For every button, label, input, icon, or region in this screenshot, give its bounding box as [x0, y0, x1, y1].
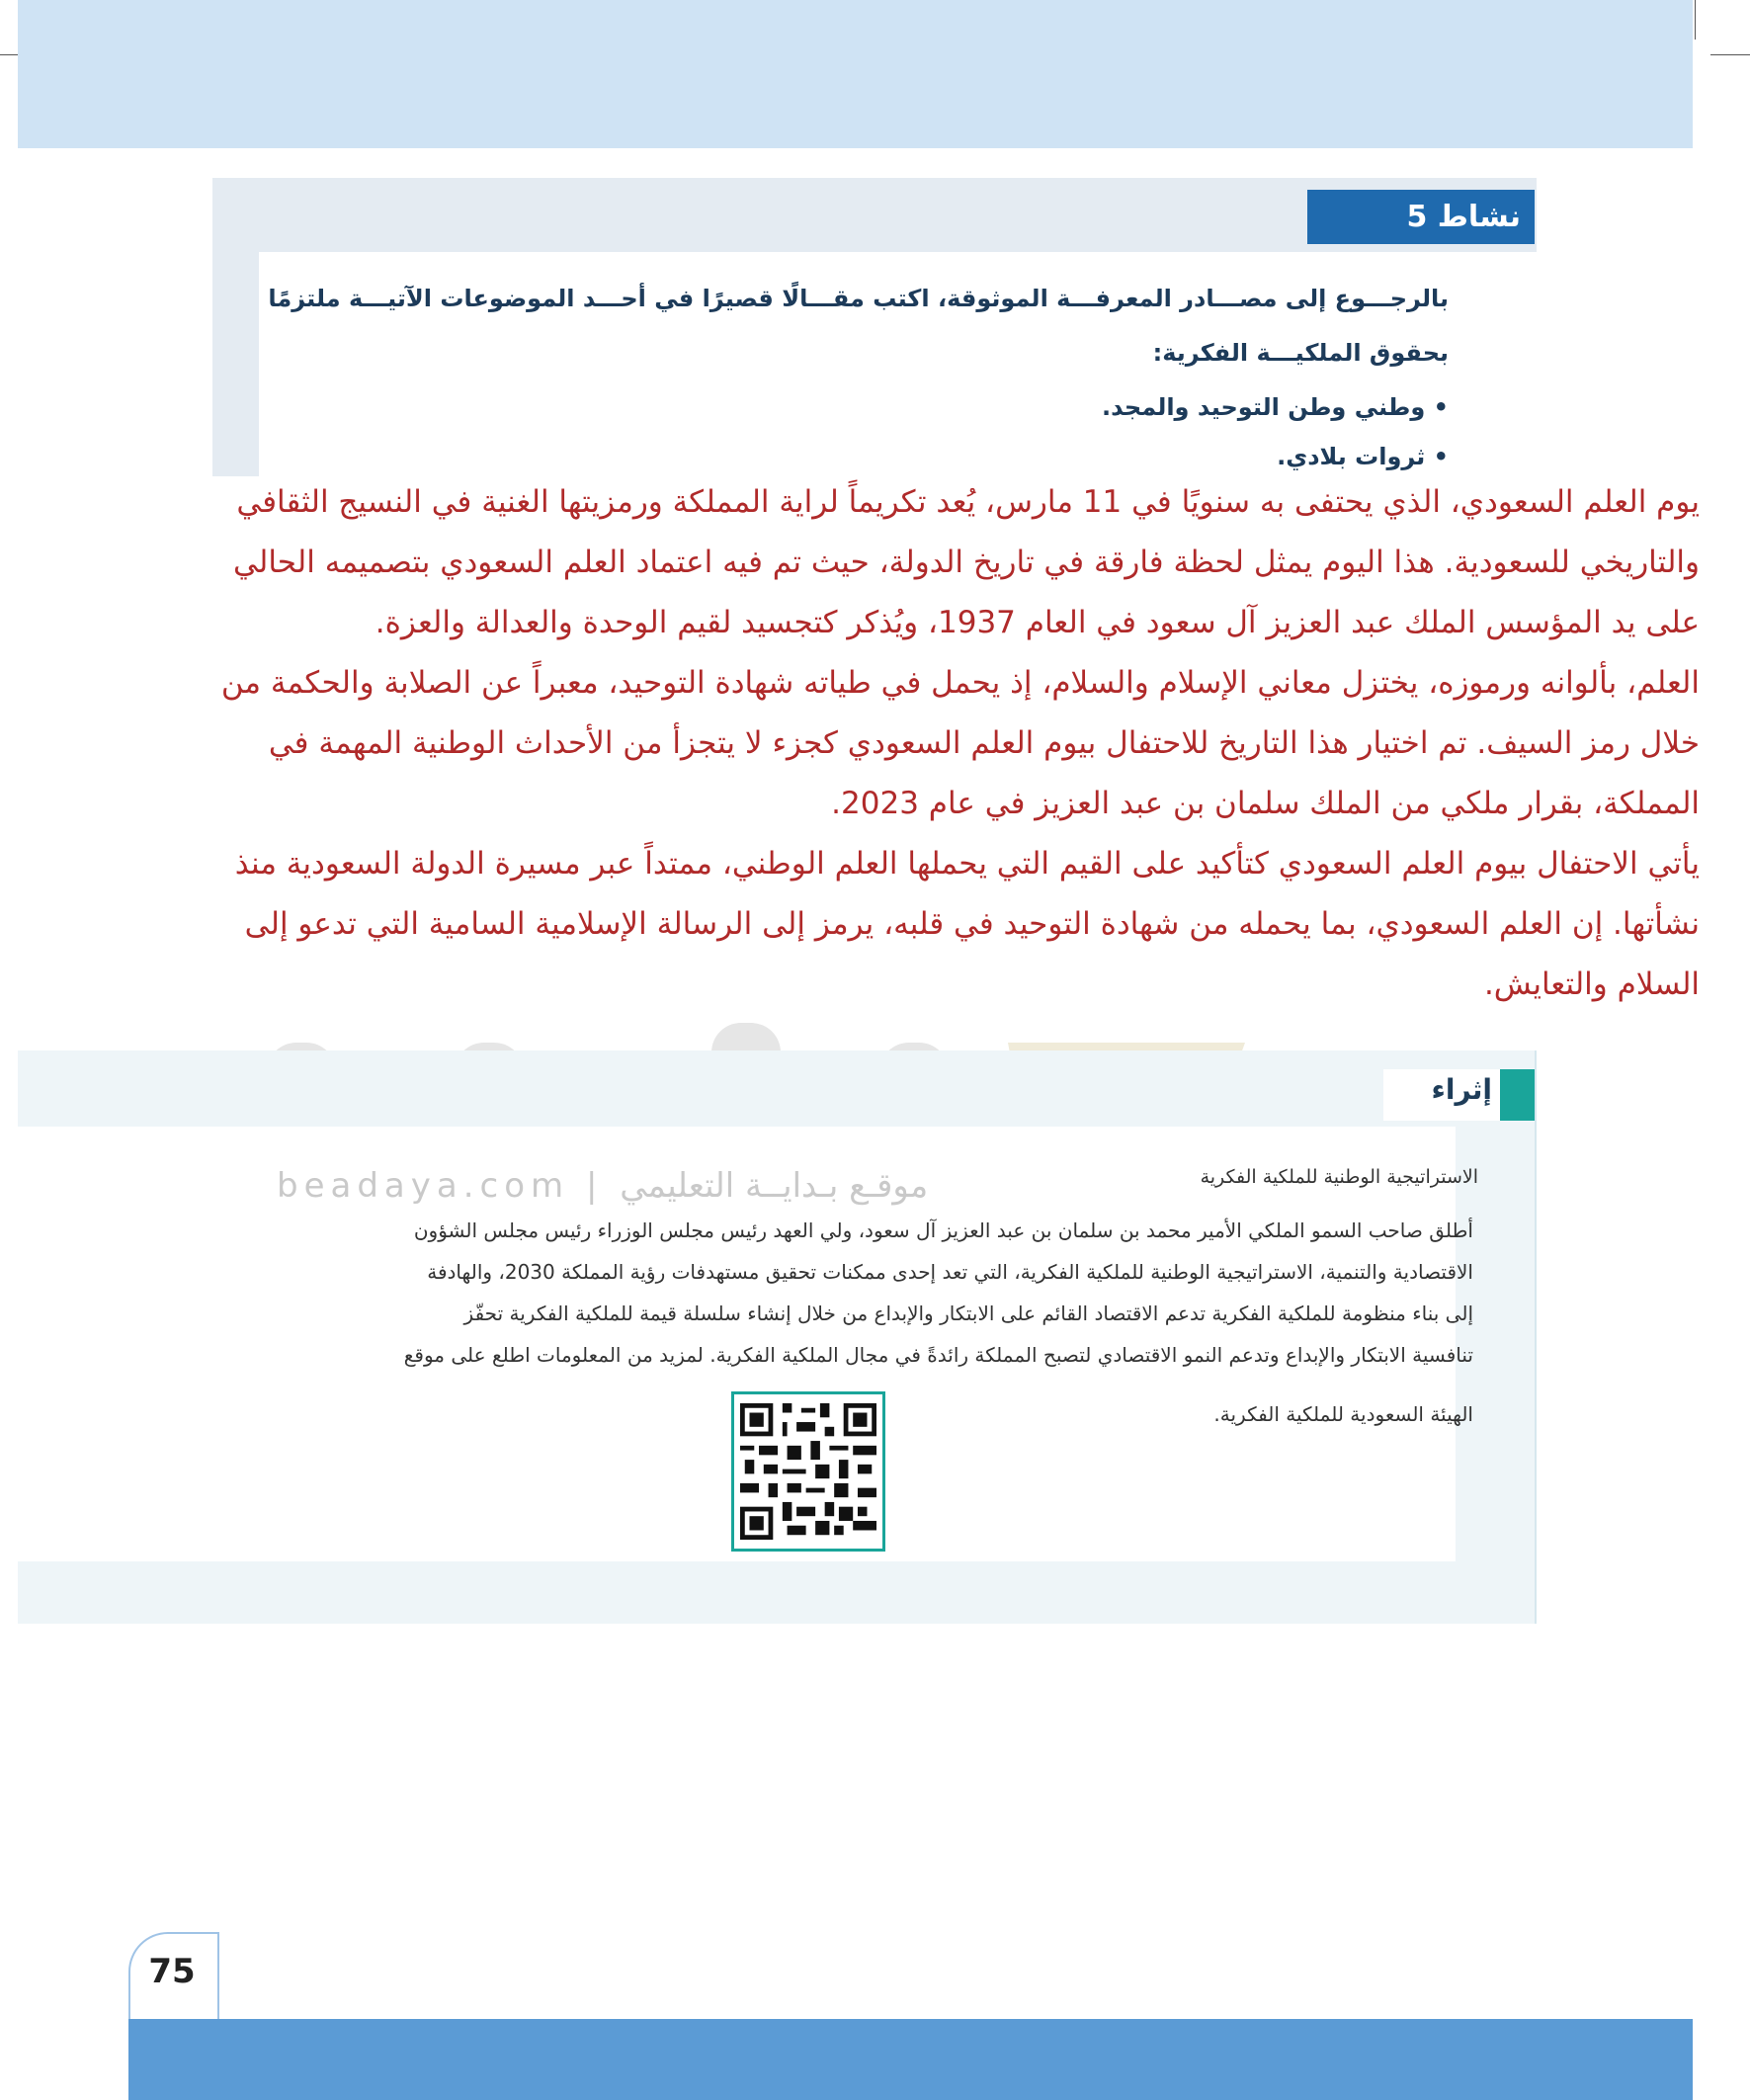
footer-band [128, 2019, 1693, 2100]
enrichment-line: تنافسية الابتكار والإبداع وتدعم النمو الاقتصادي لتصبح المملكة رائدةً في مجال الملكية الفكرية. لمزيد من المعلومات اطلع على موقع [403, 1343, 1473, 1367]
activity-bullet: • ثروات بلادي. [1277, 443, 1449, 470]
activity-prompt-line: بالرجـــوع إلى مصـــادر المعرفـــة الموثوقة، اكتب مقـــالًا قصيرًا في أحـــد الموضوعات الآتيـــة ملتزمًا [268, 285, 1449, 312]
essay-line: العلم، بألوانه ورموزه، يختزل معاني الإسلام والسلام، إذ يحمل في طياته شهادة التوحيد، معبراً عن الصلابة والحكمة من [220, 665, 1700, 701]
watermark-text: beadaya.com | موقـع بـدايــة التعليمي [277, 1166, 929, 1206]
enrichment-title: إثراء [1431, 1073, 1492, 1106]
activity-title: نشاط 5 [1307, 190, 1535, 244]
crop-mark [1710, 54, 1750, 55]
essay-line: يأتي الاحتفال بيوم العلم السعودي كتأكيد على القيم التي يحملها العلم الوطني، ممتداً عبر مسيرة الدولة السعودية منذ [234, 846, 1700, 882]
essay-line: المملكة، بقرار ملكي من الملك سلمان بن عبد العزيز في عام 2023. [831, 786, 1700, 821]
enrichment-accent-bar [1500, 1069, 1535, 1121]
enrichment-subtitle: الاستراتيجية الوطنية للملكية الفكرية [1200, 1166, 1478, 1188]
crop-mark [1695, 0, 1696, 40]
enrichment-line: الهيئة السعودية للملكية الفكرية. [1213, 1402, 1473, 1426]
enrichment-line: إلى بناء منظومة للملكية الفكرية تدعم الاقتصاد القائم على الابتكار والإبداع من خلال إنشاء سلسلة قيمة للملكية الفكرية تحفّز [463, 1302, 1473, 1325]
header-band [18, 0, 1693, 148]
essay-line: خلال رمز السيف. تم اختيار هذا التاريخ للاحتفال بيوم العلم السعودي كجزء لا يتجزأ من الأحداث الوطنية المهمة في [268, 725, 1700, 761]
essay-line: والتاريخي للسعودية. هذا اليوم يمثل لحظة فارقة في تاريخ الدولة، حيث تم فيه اعتماد العلم السعودي بتصميمه الحالي [233, 545, 1700, 580]
page-number: 75 [148, 1952, 196, 1991]
enrichment-line: أطلق صاحب السمو الملكي الأمير محمد بن سلمان بن عبد العزيز آل سعود، ولي العهد رئيس مجلس الوزراء رئيس مجلس الشؤون [413, 1218, 1473, 1242]
essay-line: نشأتها. إن العلم السعودي، بما يحمله من شهادة التوحيد في قلبه، يرمز إلى الرسالة الإسلامية السامية التي تدعو إلى [244, 906, 1700, 942]
qr-code-icon [740, 1400, 876, 1543]
essay-line: يوم العلم السعودي، الذي يحتفى به سنويًا في 11 مارس، يُعد تكريماً لراية المملكة ورمزيتها الغنية في النسيج الثقافي [236, 484, 1700, 520]
activity-bullet: • وطني وطن التوحيد والمجد. [1101, 393, 1449, 421]
qr-code[interactable] [731, 1391, 885, 1552]
essay-line: السلام والتعايش. [1483, 966, 1700, 1002]
activity-prompt-line: بحقوق الملكيـــة الفكرية: [1152, 339, 1449, 367]
enrichment-line: الاقتصادية والتنمية، الاستراتيجية الوطنية للملكية الفكرية، التي تعد إحدى ممكنات تحقيق مستهدفات رؤية المملكة 2030، والهادفة [427, 1260, 1473, 1284]
essay-line: على يد المؤسس الملك عبد العزيز آل سعود في العام 1937، ويُذكر كتجسيد لقيم الوحدة والعدالة والعزة. [375, 605, 1700, 640]
